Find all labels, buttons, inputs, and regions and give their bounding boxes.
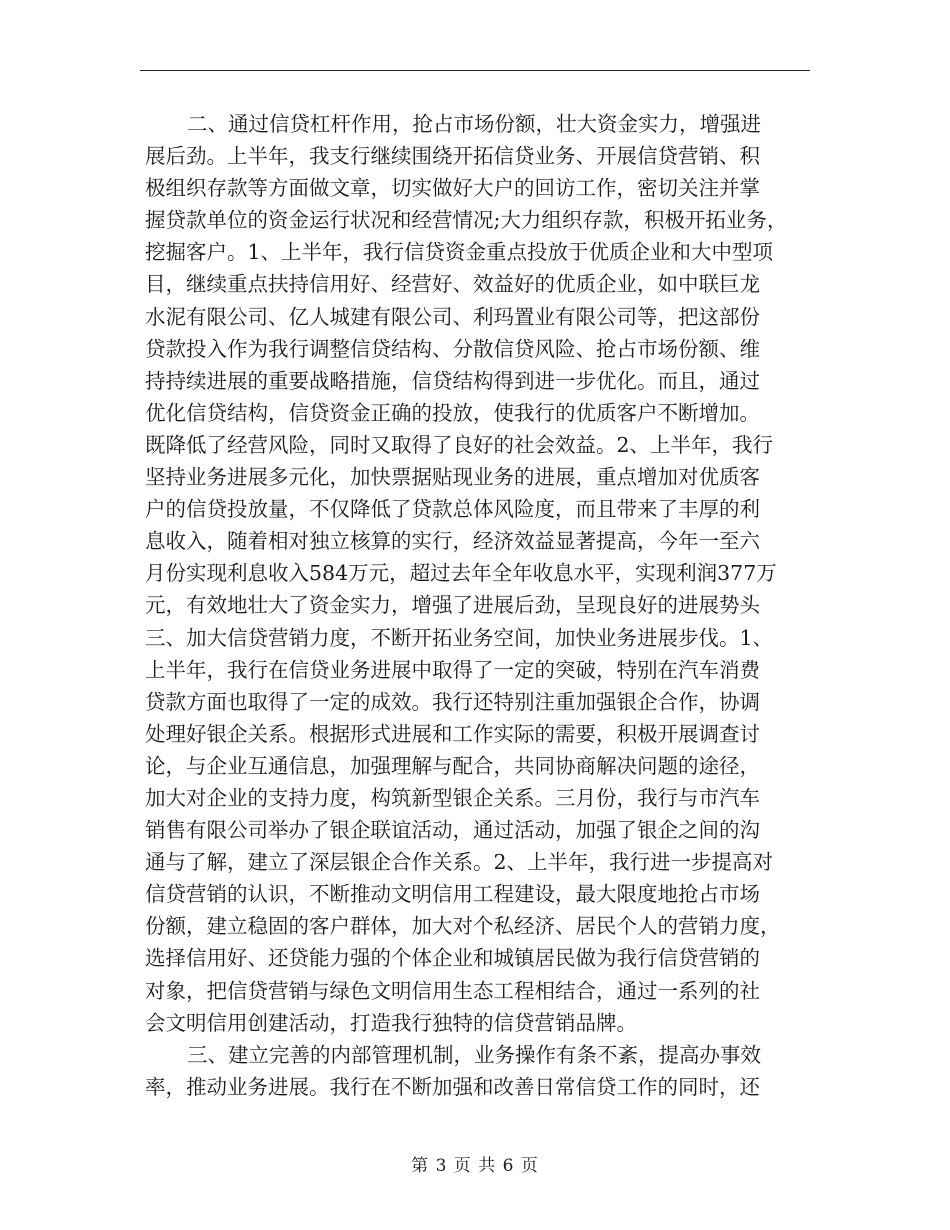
paragraph-line: 三、加大信贷营销力度，不断开拓业务空间，加快业务进展步伐。1、 xyxy=(145,625,774,650)
paragraph-line: 贷款投入作为我行调整信贷结构、分散信贷风险、抢占市场份额、维 xyxy=(145,336,760,361)
paragraph-line: 持持续进展的重要战略措施，信贷结构得到进一步优化。而且，通过 xyxy=(145,368,760,393)
page-number-footer: 第 3 页 共 6 页 xyxy=(411,1156,539,1176)
paragraph-line: 对象，把信贷营销与绿色文明信用生态工程相结合，通过一系列的社 xyxy=(145,978,760,1003)
paragraph-line: 握贷款单位的资金运行状况和经营情况;大力组织存款，积极开拓业务， xyxy=(145,208,788,233)
paragraph-line: 上半年，我行在信贷业务进展中取得了一定的突破，特别在汽车消费 xyxy=(145,657,760,682)
paragraph-line: 销售有限公司举办了银企联谊活动，通过活动，加强了银企之间的沟 xyxy=(145,818,760,843)
paragraph-line: 户的信贷投放量，不仅降低了贷款总体风险度，而且带来了丰厚的利 xyxy=(145,497,760,522)
paragraph-line: 加大对企业的支持力度，构筑新型银企关系。三月份，我行与市汽车 xyxy=(145,785,760,810)
paragraph-line: 率，推动业务进展。我行在不断加强和改善日常信贷工作的同时，还 xyxy=(145,1074,760,1099)
paragraph-line: 三、建立完善的内部管理机制，业务操作有条不紊，提高办事效 xyxy=(187,1042,761,1067)
paragraph-line: 贷款方面也取得了一定的成效。我行还特别注重加强银企合作，协调 xyxy=(145,689,760,714)
paragraph-line: 论，与企业互通信息，加强理解与配合，共同协商解决问题的途径， xyxy=(145,753,760,778)
paragraph-line: 处理好银企关系。根据形式进展和工作实际的需要，积极开展调查讨 xyxy=(145,721,760,746)
paragraph-line: 信贷营销的认识，不断推动文明信用工程建设，最大限度地抢占市场 xyxy=(145,882,760,907)
paragraph-line: 选择信用好、还贷能力强的个体企业和城镇居民做为我行信贷营销的 xyxy=(145,946,760,971)
paragraph-line: 优化信贷结构，信贷资金正确的投放，使我行的优质客户不断增加。 xyxy=(145,400,760,425)
paragraph-line: 坚持业务进展多元化，加快票据贴现业务的进展，重点增加对优质客 xyxy=(145,465,760,490)
body-text xyxy=(145,108,810,1103)
header-rule xyxy=(140,70,810,71)
paragraph-line: 元，有效地壮大了资金实力，增强了进展后劲，呈现良好的进展势头 xyxy=(145,593,760,618)
paragraph-line: 既降低了经营风险，同时又取得了良好的社会效益。2、上半年，我行 xyxy=(145,432,774,457)
paragraph-line: 份额，建立稳固的客户群体，加大对个私经济、居民个人的营销力度， xyxy=(145,914,781,939)
paragraph-line: 月份实现利息收入584万元，超过去年全年收息水平，实现利润377万 xyxy=(145,561,777,586)
paragraph-line: 挖掘客户。1、上半年，我行信贷资金重点投放于优质企业和大中型项 xyxy=(145,240,774,265)
paragraph-line: 目，继续重点扶持信用好、经营好、效益好的优质企业，如中联巨龙 xyxy=(145,272,760,297)
paragraph-line: 二、通过信贷杠杆作用，抢占市场份额，壮大资金实力，增强进 xyxy=(187,112,761,136)
paragraph-line: 息收入，随着相对独立核算的实行，经济效益显著提高，今年一至六 xyxy=(145,529,760,554)
paragraph-line: 极组织存款等方面做文章，切实做好大户的回访工作，密切关注并掌 xyxy=(145,176,760,201)
paragraph-line: 会文明信用创建活动，打造我行独特的信贷营销品牌。 xyxy=(145,1010,637,1035)
paragraph-line: 展后劲。上半年，我支行继续围绕开拓信贷业务、开展信贷营销、积 xyxy=(145,144,760,169)
paragraph-line: 水泥有限公司、亿人城建有限公司、利玛置业有限公司等，把这部份 xyxy=(145,304,760,329)
paragraph-line: 通与了解，建立了深层银企合作关系。2、上半年，我行进一步提高对 xyxy=(145,850,774,875)
